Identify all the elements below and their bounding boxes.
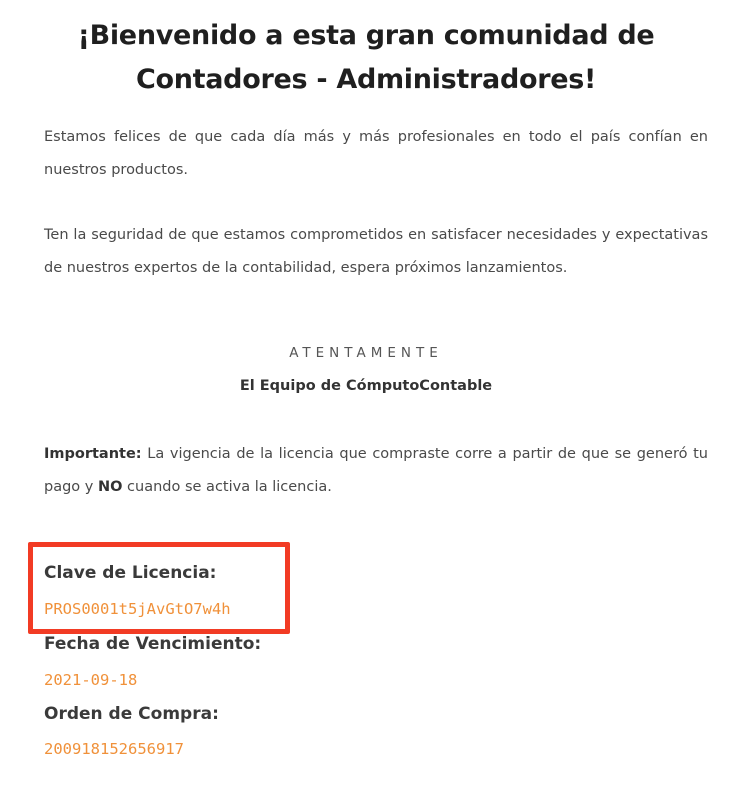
intro-paragraph: Estamos felices de que cada día más y más profesionales en todo el país confían en nuestros productos. <box>44 129 708 178</box>
expiry-date-value: 2021-09-18 <box>44 671 138 689</box>
commitment-paragraph: Ten la seguridad de que estamos comprometidos en satisfacer necesidades y expectativas de nuestros expertos de la contabilidad, espera próximos lanzamientos. <box>44 227 708 276</box>
purchase-order-value: 200918152656917 <box>44 740 184 758</box>
notice-text-before: La vigencia de la licencia que compraste corre a partir de que se generó tu pago y <box>44 446 708 495</box>
welcome-headline: ¡Bienvenido a esta gran comunidad de Contadores - Administradores! <box>77 20 655 95</box>
signature-label: ATENTAMENTE <box>289 345 443 361</box>
signature-team: El Equipo de CómputoContable <box>239 378 493 394</box>
license-key-label: Clave de Licencia: <box>44 563 217 583</box>
notice-text-after: cuando se activa la licencia. <box>122 479 332 495</box>
expiry-date-label: Fecha de Vencimiento: <box>44 634 262 654</box>
purchase-order-label: Orden de Compra: <box>44 704 219 724</box>
license-key-highlight-box <box>28 542 290 634</box>
license-key-value: PROS0001t5jAvGtO7w4h <box>44 600 231 618</box>
notice-emphasis: NO <box>97 479 123 495</box>
notice-prefix: Importante: <box>44 446 142 462</box>
important-notice <box>44 438 708 504</box>
